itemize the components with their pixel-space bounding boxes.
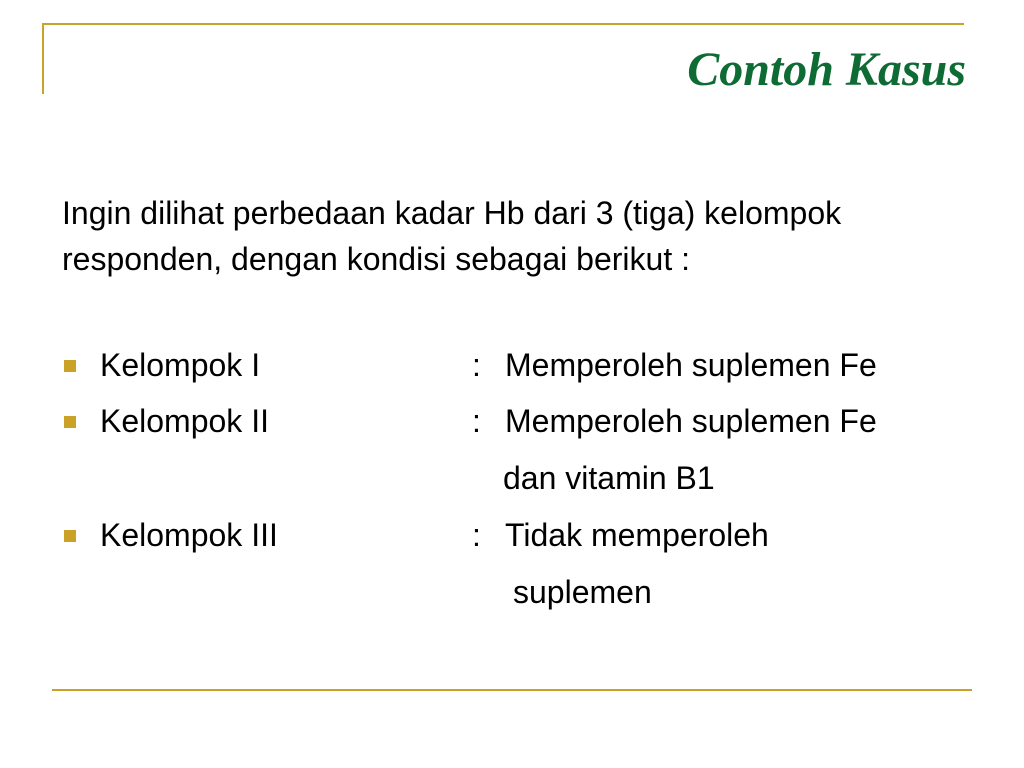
intro-text: Ingin dilihat perbedaan kadar Hb dari 3 (tiga) kelompok responden, dengan kondisi sebagai berikut :	[62, 195, 842, 277]
group-description: Tidak memperoleh	[505, 517, 769, 553]
group-list	[0, 342, 1024, 626]
list-item	[0, 342, 1024, 398]
square-bullet-icon	[64, 416, 76, 428]
separator-colon: :	[472, 347, 481, 383]
group-description: Memperoleh suplemen Fe	[505, 403, 877, 439]
left-border-line	[42, 23, 44, 94]
group-description: Memperoleh suplemen Fe	[505, 347, 877, 383]
group-label: Kelompok II	[100, 403, 269, 439]
slide-title: Contoh Kasus	[687, 43, 966, 96]
square-bullet-icon	[64, 530, 76, 542]
separator-colon: :	[472, 403, 481, 439]
group-label: Kelompok I	[100, 347, 261, 383]
list-item	[0, 512, 1024, 626]
list-item	[0, 398, 1024, 512]
group-description-continued: suplemen	[513, 574, 652, 610]
group-label: Kelompok III	[100, 517, 278, 553]
group-description-continued: dan vitamin B1	[503, 460, 715, 496]
top-border-line	[42, 23, 964, 25]
square-bullet-icon	[64, 360, 76, 372]
bottom-divider-line	[52, 689, 972, 691]
separator-colon: :	[472, 517, 481, 553]
